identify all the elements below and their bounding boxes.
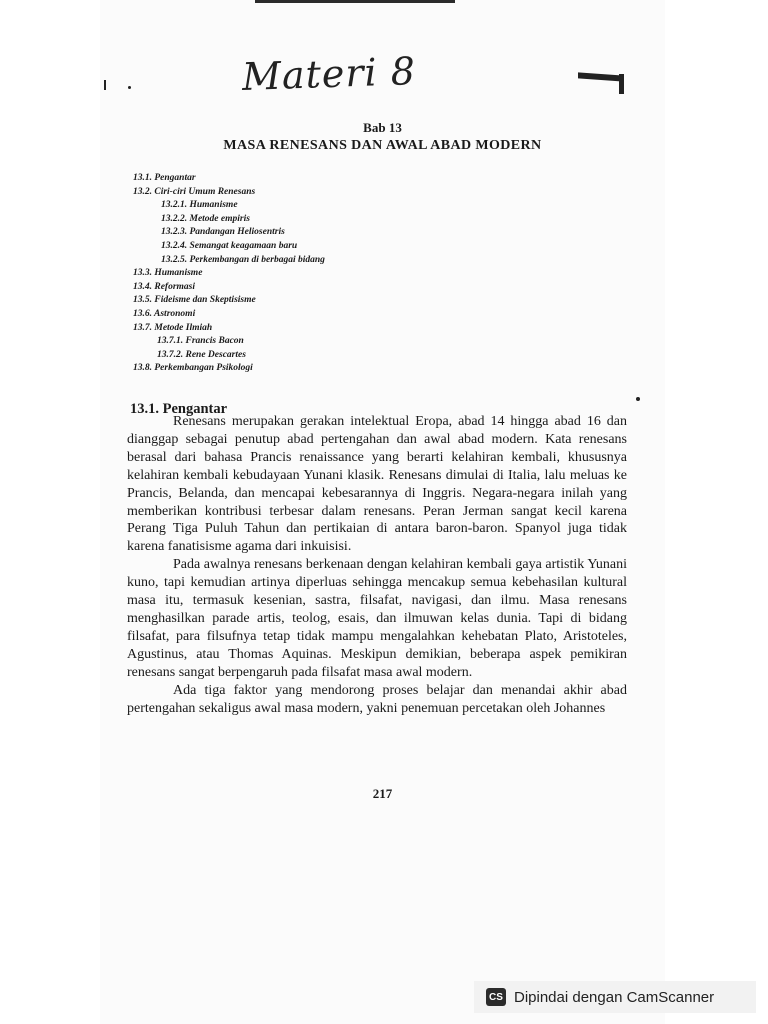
- toc-item: 13.3. Humanisme: [133, 268, 203, 279]
- toc-item: 13.5. Fideisme dan Skeptisisme: [133, 295, 256, 306]
- toc-item: 13.8. Perkembangan Psikologi: [133, 363, 253, 374]
- scan-mark: [128, 86, 131, 89]
- page-number: 217: [372, 786, 393, 801]
- toc-item: 13.1. Pengantar: [133, 173, 196, 183]
- chapter-title: MASA RENESANS DAN AWAL ABAD MODERN: [223, 138, 542, 153]
- scan-mark: [619, 74, 624, 94]
- camscanner-logo-icon: CS: [486, 988, 506, 1006]
- camscanner-watermark: [474, 981, 756, 1013]
- toc-item: 13.2. Ciri-ciri Umum Renesans: [133, 186, 256, 197]
- toc-item: 13.2.5. Perkembangan di berbagai bidang: [161, 254, 325, 265]
- toc-item: 13.7. Metode Ilmiah: [133, 322, 213, 333]
- table-of-contents: [133, 172, 325, 376]
- handwritten-note: Materi 8: [241, 48, 417, 100]
- scan-edge-line: [255, 0, 455, 3]
- toc-item: 13.6. Astronomi: [133, 308, 196, 319]
- toc-item: 13.2.1. Humanisme: [161, 200, 238, 211]
- toc-item: 13.4. Reformasi: [133, 281, 196, 292]
- paragraph: Pada awalnya renesans berkenaan dengan kelahiran kembali gaya artistik Yunani kuno, tapi kemudian artinya diperluas sehingga mencakup semua kebehasilan kultural masa itu, termasuk kesenian, sastra, filsafat, navigasi, dan ilmu. Masa renesans menghasilkan parade artis, teolog, esais, dan ilmuwan kelas dunia. Tapi di bidang filsafat, para filsufnya tetap tidak mampu mengalahkan kehebatan Plato, Aristoteles, Agustinus, atau Thomas Aquinas. Meskipun demikian, beberapa aspek pemikiran renesans sangat berpengaruh pada filsafat masa awal modern.: [127, 557, 627, 680]
- scan-mark: [104, 80, 106, 90]
- paragraph: Ada tiga faktor yang mendorong proses belajar dan menandai akhir abad pertengahan sekaligus awal masa modern, yakni penemuan percetakan oleh Johannes: [127, 682, 627, 716]
- toc-item: 13.7.2. Rene Descartes: [157, 349, 246, 360]
- toc-item: 13.2.4. Semangat keagamaan baru: [161, 240, 298, 251]
- scan-mark: [636, 397, 640, 401]
- toc-item: 13.7.1. Francis Bacon: [157, 336, 244, 347]
- section-heading: 13.1. Pengantar: [130, 401, 228, 417]
- chapter-number: Bab 13: [363, 120, 402, 135]
- body-text: [127, 413, 627, 717]
- toc-item: 13.2.3. Pandangan Heliosentris: [161, 227, 285, 238]
- watermark-text: Dipindai dengan CamScanner: [514, 988, 715, 1006]
- paragraph: Renesans merupakan gerakan intelektual Eropa, abad 14 hingga abad 16 dan dianggap sebagai penutup abad pertengahan dan awal abad modern. Kata renesans berasal dari bahasa Prancis renaissance yang berarti kelahiran kembali, khususnya kelahiran kembali kebudayaan Yunani klasik. Renesans dimulai di Italia, lalu meluas ke Prancis, Belanda, dan mencapai kebesarannya di Inggris. Negara-negara inilah yang memberikan kontribusi terbesar dalam renesans. Peran Jerman sangat kecil karena Perang Tiga Puluh Tahun dan pertikaian di antara baron-baron. Spanyol juga tidak karena fanatisisme agama dari inkuisisi.: [127, 414, 627, 555]
- toc-item: 13.2.2. Metode empiris: [161, 213, 250, 224]
